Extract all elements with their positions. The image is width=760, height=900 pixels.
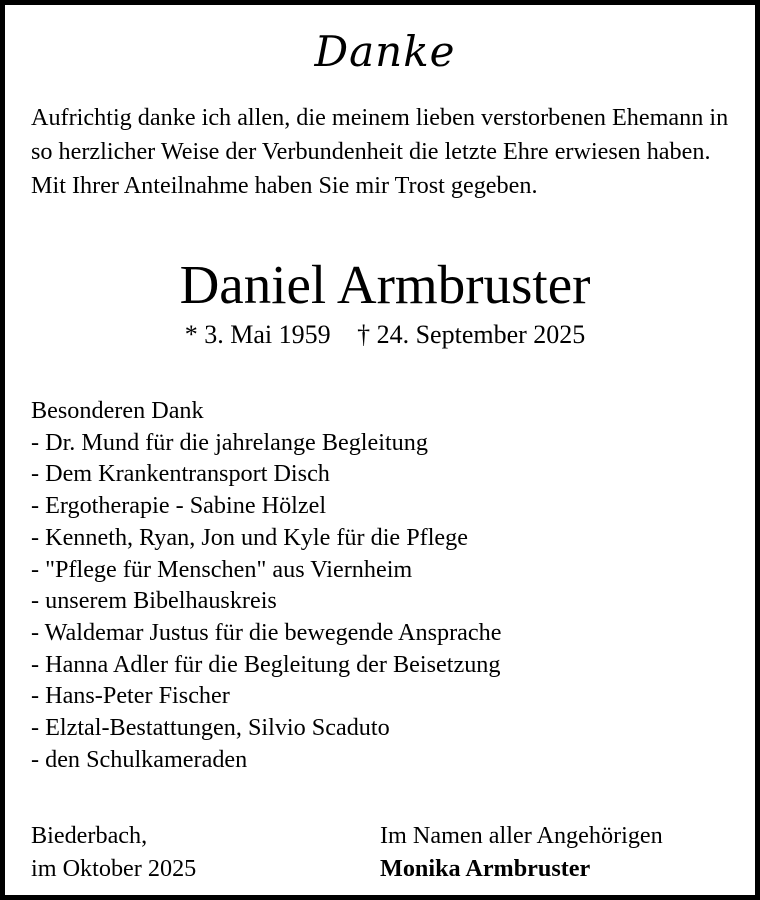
thanks-item: - Waldemar Justus für die bewegende Ansprache xyxy=(31,618,502,646)
deceased-name: Daniel Armbruster xyxy=(179,254,591,315)
signature-block xyxy=(380,819,740,885)
thanks-item: - "Pflege für Menschen" aus Viernheim xyxy=(31,555,413,583)
signer-name: Monika Armbruster xyxy=(380,855,591,882)
on-behalf-text: Im Namen aller Angehörigen xyxy=(380,822,663,849)
special-thanks-title: Besonderen Dank xyxy=(31,397,204,424)
thanks-item: - Dr. Mund für die jahrelange Begleitung xyxy=(31,428,428,456)
thanks-item: - den Schulkameraden xyxy=(31,745,248,773)
notice-heading: Danke xyxy=(314,27,456,76)
date: im Oktober 2025 xyxy=(31,855,197,882)
death-date: † 24. September 2025 xyxy=(357,320,586,349)
thanks-item: - unserem Bibelhauskreis xyxy=(31,587,277,615)
special-thanks-section xyxy=(31,395,731,775)
birth-date: * 3. Mai 1959 xyxy=(184,320,331,349)
thanks-item: - Hans-Peter Fischer xyxy=(31,682,230,710)
thanks-item: - Ergotherapie - Sabine Hölzel xyxy=(31,492,327,520)
place-and-date xyxy=(31,819,351,885)
thanks-item: - Dem Krankentransport Disch xyxy=(31,460,330,488)
thanks-item: - Hanna Adler für die Begleitung der Beisetzung xyxy=(31,650,501,678)
place: Biederbach, xyxy=(31,822,148,849)
special-thanks-list xyxy=(31,427,731,776)
thanks-item: - Elztal-Bestattungen, Silvio Scaduto xyxy=(31,714,390,742)
life-dates xyxy=(5,317,760,353)
intro-text: Aufrichtig danke ich allen, die meinem lieben verstorbenen Ehemann in so herzlicher Weise der Verbundenheit die letzte Ehre erwiesen haben. Mit Ihrer Anteilnahme haben Sie mir Trost gegeben. xyxy=(31,104,729,199)
thanks-item: - Kenneth, Ryan, Jon und Kyle für die Pflege xyxy=(31,523,468,551)
